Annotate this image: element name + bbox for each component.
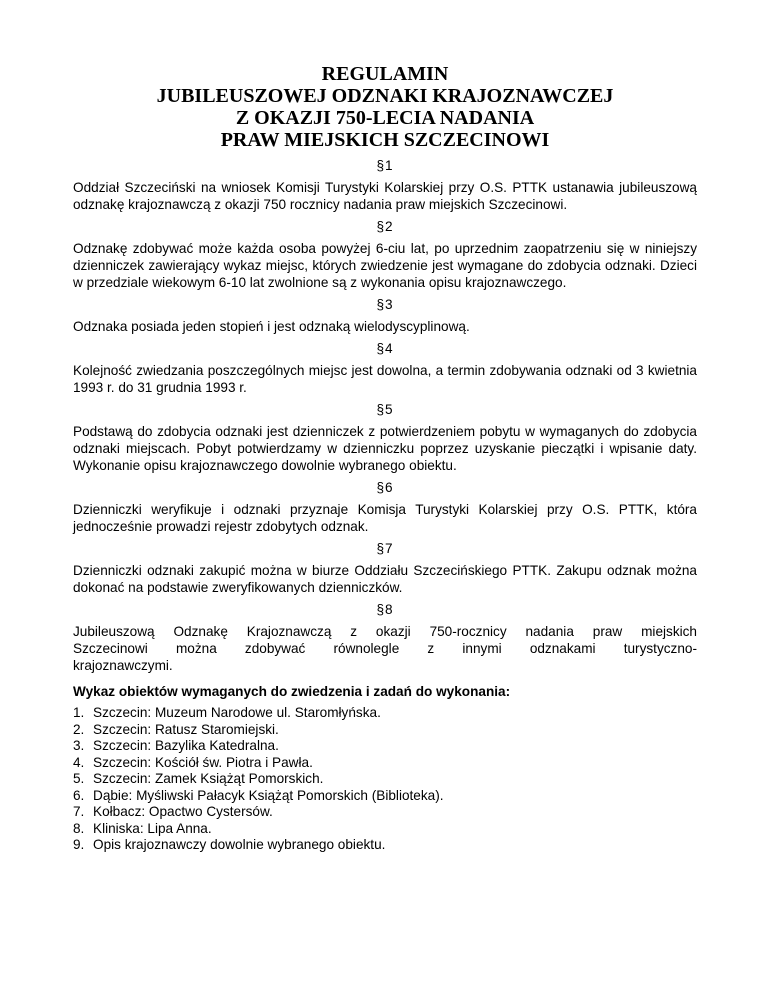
list-item-text: Kliniska: Lipa Anna.	[93, 820, 212, 836]
list-item	[73, 771, 697, 788]
paragraph-5	[73, 401, 697, 474]
paragraph-3	[73, 296, 697, 335]
list-item	[73, 755, 697, 772]
objects-list	[73, 705, 697, 854]
paragraph-2	[73, 218, 697, 291]
list-item-number: 2.	[73, 721, 85, 737]
list-item-text: Szczecin: Muzeum Narodowe ul. Staromłyńska.	[93, 705, 381, 720]
paragraph-8	[73, 601, 697, 674]
paragraph-text: Dzienniczki weryfikuje i odznaki przyznaje Komisja Turystyki Kolarskiej przy O.S. PTTK, która jednocześnie prowadzi rejestr zdobytych odznak.	[73, 502, 697, 534]
list-item	[73, 837, 697, 854]
document-page	[73, 63, 697, 854]
list-item-number: 4.	[73, 754, 85, 770]
paragraph-text: Podstawą do zdobycia odznaki jest dzienniczek z potwierdzeniem pobytu w wymaganych do zdobycia odznaki miejscach. Pobyt potwierdzamy w dzienniczku poprzez uzyskanie pieczątki i wpisanie daty. Wykonanie opisu krajoznawczego dowolnie wybranego obiektu.	[73, 424, 697, 473]
paragraph-number: §2	[376, 219, 394, 234]
paragraph-text-line-3: krajoznawczymi.	[73, 658, 173, 673]
paragraph-text: Odznakę zdobywać może każda osoba powyżej 6-ciu lat, po uprzednim zaopatrzeniu się w niniejszy dzienniczek zawierający wykaz miejsc, których zwiedzenie jest wymagane do zdobycia odznaki. Dzieci w przedziale wiekowym 6-10 lat zwolnione są z wykonania opisu krajoznawczego.	[73, 241, 697, 290]
paragraph-1	[73, 157, 697, 213]
list-item-text: Szczecin: Zamek Książąt Pomorskich.	[93, 771, 324, 786]
paragraph-4	[73, 340, 697, 396]
paragraph-text: Odznaka posiada jeden stopień i jest odznaką wielodyscyplinową.	[73, 319, 470, 334]
paragraph-text: Dzienniczki odznaki zakupić można w biurze Oddziału Szczecińskiego PTTK. Zakupu odznak można dokonać na podstawie zweryfikowanych dzienniczków.	[73, 563, 697, 595]
list-item-number: 3.	[73, 738, 85, 753]
list-item	[73, 804, 697, 821]
title-line-3: Z OKAZJI 750-LECIA NADANIA	[235, 107, 535, 129]
list-item-number: 7.	[73, 804, 85, 819]
list-item-text: Kołbacz: Opactwo Cystersów.	[93, 804, 273, 819]
paragraph-number: §3	[376, 297, 394, 312]
list-item-number: 5.	[73, 771, 85, 786]
paragraph-7	[73, 540, 697, 596]
paragraph-6	[73, 479, 697, 535]
title-line-4: PRAW MIEJSKICH SZCZECINOWI	[220, 129, 550, 151]
paragraph-text-line-1: Jubileuszową Odznakę Krajoznawczą z okazji 750-rocznicy nadania praw miejskich	[73, 624, 697, 639]
paragraph-text: Oddział Szczeciński na wniosek Komisji Turystyki Kolarskiej przy O.S. PTTK ustanawia jubileuszową odznakę krajoznawczą z okazji 750 rocznicy nadania praw miejskich Szczecinowi.	[73, 180, 697, 212]
list-item-text: Szczecin: Kościół św. Piotra i Pawła.	[93, 754, 313, 770]
list-item	[73, 788, 697, 805]
title-line-1: REGULAMIN	[321, 63, 449, 85]
list-item	[73, 705, 697, 722]
paragraph-text-line-2: Szczecinowi można zdobywać równolegle z innymi odznakami turystyczno-	[73, 641, 697, 656]
list-item-text: Szczecin: Ratusz Staromiejski.	[93, 721, 279, 737]
paragraph-number: §1	[376, 158, 394, 173]
paragraph-number: §8	[376, 602, 394, 617]
list-item-text: Opis krajoznawczy dowolnie wybranego obiektu.	[93, 837, 386, 852]
paragraph-text: Kolejność zwiedzania poszczególnych miejsc jest dowolna, a termin zdobywania odznaki od 3 kwietnia 1993 r. do 31 grudnia 1993 r.	[73, 363, 697, 395]
list-item	[73, 722, 697, 739]
document-title	[73, 63, 697, 151]
list-item-text: Szczecin: Bazylika Katedralna.	[93, 738, 279, 753]
list-item-number: 8.	[73, 820, 85, 836]
list-item	[73, 738, 697, 755]
list-item-number: 6.	[73, 787, 85, 803]
list-item-number: 9.	[73, 837, 85, 852]
title-line-2: JUBILEUSZOWEJ ODZNAKI KRAJOZNAWCZEJ	[156, 85, 614, 107]
paragraph-number: §7	[376, 541, 394, 556]
list-item	[73, 821, 697, 838]
paragraph-number: §6	[376, 480, 394, 495]
paragraph-number: §5	[376, 402, 394, 417]
list-item-number: 1.	[73, 705, 85, 720]
objects-list-heading: Wykaz obiektów wymaganych do zwiedzenia i zadań do wykonania:	[73, 684, 511, 699]
list-item-text: Dąbie: Myśliwski Pałacyk Książąt Pomorskich (Biblioteka).	[93, 787, 444, 803]
paragraph-number: §4	[376, 341, 394, 356]
